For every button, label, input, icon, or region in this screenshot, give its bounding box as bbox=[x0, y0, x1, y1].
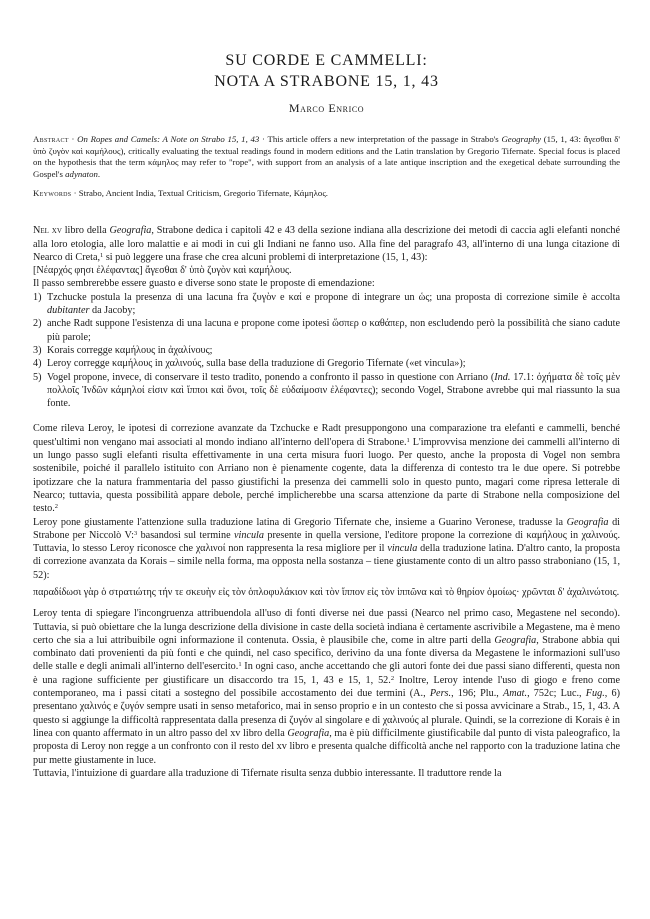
paragraph-text: , 6) presentano χαλινός e ζυγόν sempre usati in senso metaforico, mai in senso proprio e in un contesto che si possa avvicinare a Strab., 15, 1, 43. A questo si aggiunge la difficoltà rappresentata dalla presenza di ζυγόν al singolare e di χαλινούς al plurale. Quindi, se la correzione di Korais è in linea con quanto affermato in un altro passo del xv libro della bbox=[33, 688, 620, 739]
work-title-italic: Amat. bbox=[503, 688, 528, 700]
keywords-text: Strabo, Ancient India, Textual Criticism, Gregorio Tifernate, Κάμηλος. bbox=[78, 187, 329, 198]
footnote-ref: 2 bbox=[54, 503, 59, 511]
work-title-italic: Geografia bbox=[287, 727, 330, 739]
footnote-ref: 3 bbox=[133, 529, 138, 537]
list-item bbox=[33, 371, 620, 411]
list-text: 17.1: ὀχήματα δὲ τοῖς μὲν πολλοῖς Ἰνδῶν κάμηλοί εἰσιν καὶ ἵπποι καὶ ὄνοι, τοῖς δὲ εὐδαίμοσιν ἐλέφαντες); secondo Vogel, Strabone avrebbe qui mal riassunto la sua fonte. bbox=[47, 371, 620, 410]
list-italic: dubitanter bbox=[47, 305, 90, 317]
paragraph-4 bbox=[33, 516, 620, 582]
title-line-1: SU CORDE E CAMMELLI: bbox=[225, 52, 428, 69]
work-title-italic: Pers. bbox=[429, 688, 452, 700]
paragraph-text: , 752c; Luc., bbox=[527, 688, 586, 700]
paragraph-text: , Strabone abbia qui combinato dati provenienti da più fonti e che quindi, nel caso specifico, derivino da una fonte diversa da Megastene le informazioni sull'uso delle stalle e degli animali all'interno dell'esercito. bbox=[33, 634, 621, 673]
list-text: Leroy corregge καμήλους in χαλινούς, sulla base della traduzione di Gregorio Tifernate («et vincula»); bbox=[47, 358, 466, 370]
abstract-adynaton-italic: adynaton bbox=[65, 169, 98, 180]
work-title-italic: Geografia bbox=[494, 634, 537, 646]
list-item bbox=[33, 344, 620, 357]
keywords-label: Keywords bbox=[33, 187, 72, 198]
list-number: 1) bbox=[33, 291, 42, 303]
paragraph-text: Leroy tenta di spiegare l'incongruenza attribuendola all'uso di fonti diverse nei due passi (Nearco nel primo caso, Megastene nel secondo). Tuttavia, si può obiettare che la lunga descrizione della divisione in caste della società indiana è certamente ascrivibile a Megastene, ma è meno certo che sia a lui attribuibile ogni informazione il contenuta. Ossia, è plausibile che, come in altre parti della bbox=[33, 608, 620, 646]
paragraph-6: Tuttavia, l'intuizione di guardare alla traduzione di Tifernate risulta senza dubbio interessante. Il traduttore rende la bbox=[33, 767, 502, 779]
abstract-text: (15, 1, 43: ἄγεσθαι δ' ὑπὸ ζυγὸν καὶ καμήλους), critically evaluating the textual readings found in modern editions and the Latin translation by Gregorio Tifernate. Special focus is placed on the hypothesis that the term κάμηλος may refer to "rope", with support from an analysis of a late antique inscription and the exegetical debate surrounding the Gospel's bbox=[33, 134, 621, 180]
greek-quotation-1: [Νέαρχός φησι ἐλέφαντας] ἄγεσθαι δ' ὑπὸ ζυγὸν καὶ καμήλους. bbox=[33, 265, 292, 277]
paragraph-text: si può leggere una frase che crea alcuni problemi di interpretazione (15, 1, 43): bbox=[103, 251, 428, 263]
paragraph-1 bbox=[33, 224, 620, 264]
list-item bbox=[33, 357, 620, 370]
latin-term-italic: vincula bbox=[234, 529, 264, 541]
paragraph-text: Come rileva Leroy, le ipotesi di correzione avanzate da Tzchucke e Radt presuppongono una comparazione tra elefanti e cammelli, benché quest'ultimi non vengano mai associati al mondo indiano all'interno dell'opera di Strabone. bbox=[33, 423, 620, 448]
list-number: 2) bbox=[33, 318, 42, 330]
list-number: 5) bbox=[33, 371, 42, 383]
footnote-ref: 1 bbox=[100, 251, 104, 259]
abstract-label: Abstract bbox=[33, 134, 69, 145]
article-body bbox=[33, 224, 620, 780]
paragraph-text: Inoltre, Leroy intende l'uso di giogo e freno come contemporaneo, ma i passi citati a sostegno del possibile accostamento dei due termini (A., bbox=[33, 674, 620, 700]
abstract-english-title: On Ropes and Camels: A Note on Strabo 15, 1, 43 bbox=[77, 134, 260, 145]
author-name: Marco Enrico bbox=[288, 101, 365, 115]
list-text: anche Radt suppone l'esistenza di una lacuna e propone come ipotesi ὥσπερ o καθάπερ, non escludendo però la possibilità che siano cadute più parole; bbox=[47, 318, 620, 343]
work-title-italic: Geografia bbox=[109, 225, 152, 237]
emendation-list bbox=[33, 291, 620, 411]
work-title-italic: Fug. bbox=[585, 688, 605, 700]
abstract-separator: · bbox=[259, 134, 268, 145]
list-number: 3) bbox=[33, 344, 42, 356]
article-title bbox=[33, 50, 620, 92]
paragraph-text: , 196; Plu., bbox=[451, 688, 503, 700]
footnote-ref: 2 bbox=[390, 674, 395, 682]
list-text: Korais corregge καμήλους in ἀχαλίνους; bbox=[47, 344, 213, 356]
footnote-ref: 1 bbox=[238, 661, 242, 669]
paragraph-5 bbox=[33, 607, 620, 767]
paragraph-text: basandosi sul termine bbox=[137, 529, 234, 541]
list-italic: Ind. bbox=[494, 371, 511, 383]
paragraph-3 bbox=[33, 422, 620, 515]
work-title-italic: Geografia bbox=[566, 516, 609, 528]
paragraph-text: della traduzione latina. D'altro canto, la proposta di correzione avanzata da Korais – simile nella forma, ma opposta nella sostanza – tiene giustamente conto di un altro passo straboniano (15, 1, 52): bbox=[33, 543, 620, 581]
list-text: Vogel propone, invece, di conservare il testo tradito, ponendo a confronto il passo in questione con Arriano ( bbox=[47, 371, 495, 383]
list-number: 4) bbox=[33, 358, 42, 370]
list-text: Tzchucke postula la presenza di una lacuna fra ζυγὸν e καί e propone di integrare un ὡς; una proposta di correzione simile è accolta bbox=[47, 291, 620, 303]
paragraph-text: , ma è più difficilmente giustificabile dal punto di vista paleografico, la proposta di Leroy non regge a un confronto con il resto del xv libro e presenta qualche difficoltà anche nel rapporto con la traduzione latina che pur mette giustamente in luce. bbox=[33, 727, 621, 766]
paragraph-2: Il passo sembrerebbe essere guasto e diverse sono state le proposte di emendazione: bbox=[33, 278, 375, 290]
paragraph-text: Leroy pone giustamente l'attenzione sulla traduzione latina di Gregorio Tifernate che, insieme a Guarino Veronese, tradusse la bbox=[33, 516, 567, 528]
paragraph-text: di Strabone per Niccolò V: bbox=[33, 516, 620, 541]
keywords-separator: · bbox=[71, 187, 79, 198]
list-item bbox=[33, 317, 620, 344]
title-line-2: NOTA A STRABONE 15, 1, 43 bbox=[214, 73, 439, 90]
abstract-separator: · bbox=[68, 134, 78, 145]
abstract-text: . bbox=[97, 169, 101, 180]
paragraph-text: L'improvvisa menzione dei cammelli all'interno di un lungo passo sugli elefanti risulta effettivamente in una certa misura fuori luogo. Per questo, anche la proposta di Vogel non sembra sostenibile, poiché il parallelo istituito con Arriano non è pienamente cogente, data la differenza di contesto tra le due opere. Si potrebbe ipotizzare che la natura frammentaria del passo giustifichi la presenza dei cammelli solo in questo punto, magari come ripresa letterale di Nearco; tuttavia, questa possibilità appare debole, perché implicherebbe una scarsa attenzione da parte di Strabone nella composizione del testo. bbox=[33, 436, 620, 515]
lead-words: Nel xv bbox=[33, 225, 62, 237]
paragraph-text: presente in quella versione, l'editore propone la correzione di καμήλους in χαλινούς. Tuttavia, lo stesso Leroy riconosce che χαλινοί non rappresenta la resa migliore per il bbox=[33, 529, 620, 555]
list-text: da Jacoby; bbox=[89, 305, 136, 317]
keywords bbox=[33, 188, 620, 200]
latin-term-italic: vincula bbox=[387, 543, 418, 555]
abstract-geography-italic: Geography bbox=[501, 134, 542, 145]
abstract bbox=[33, 134, 620, 180]
paragraph-text: , Strabone dedica i capitoli 42 e 43 della sezione indiana alla descrizione dei metodi di caccia agli elefanti nonché alla loro etologia, alle loro malattie e ai modi in cui gli Indiani ne fanno uso. Alla fine del paragrafo 43, all'interno di una lunga citazione di Nearco di Creta, bbox=[33, 225, 620, 263]
abstract-text: This article offers a new interpretation of the passage in Strabo's bbox=[267, 134, 502, 145]
paragraph-text: libro della bbox=[61, 225, 110, 237]
footnote-ref: 1 bbox=[406, 436, 410, 444]
greek-quotation-2: παραδίδωσι γὰρ ὁ στρατιώτης τήν τε σκευὴν εἰς τὸν ὁπλοφυλάκιον καὶ τὸν ἵππον εἰς τὸν ἱππῶνα καὶ τὸ θηρίον ὁμοίως· χρῶνται δ' ἀχαλινώτοις. bbox=[33, 586, 620, 598]
paragraph-text: In ogni caso, anche accettando che gli autori fonte dei due passi siano differenti, questa non è una ragione sufficiente per giustificare un disaccordo tra 15, 1, 43 e 15, 1, 52. bbox=[33, 661, 620, 686]
list-item bbox=[33, 291, 620, 318]
